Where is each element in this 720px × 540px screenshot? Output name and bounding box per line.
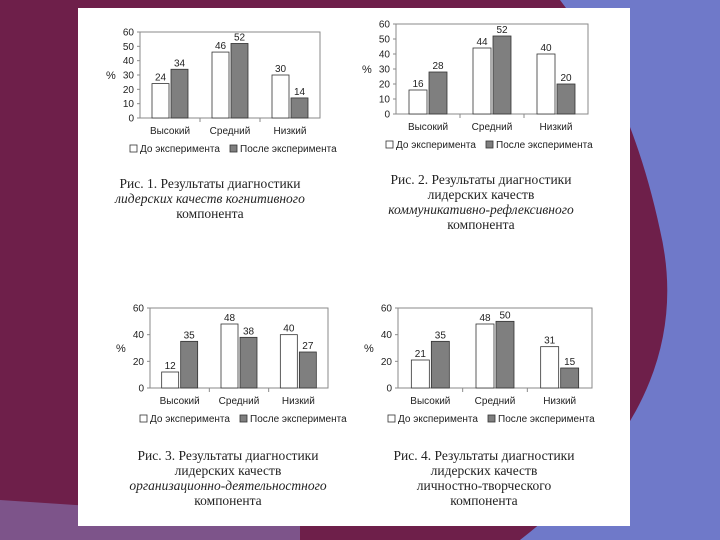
y-axis-label: % <box>364 343 374 355</box>
data-label: 44 <box>476 37 488 48</box>
x-tick-label: Низкий <box>273 126 307 137</box>
bar-before <box>221 324 238 388</box>
y-axis-label: % <box>362 64 372 76</box>
y-tick-label: 0 <box>384 109 390 121</box>
figure-2 <box>356 12 606 302</box>
legend-swatch-before <box>130 145 137 152</box>
y-tick-label: 0 <box>138 383 144 395</box>
legend-swatch-before <box>386 141 393 148</box>
bar-after <box>557 84 575 114</box>
legend-entry: После эксперимента <box>240 144 337 155</box>
legend-entry: До эксперимента <box>150 414 230 425</box>
legend-swatch-before <box>388 415 395 422</box>
data-label: 40 <box>540 43 552 54</box>
y-tick-label: 60 <box>378 19 390 31</box>
data-label: 48 <box>479 313 491 324</box>
y-tick-label: 40 <box>380 330 392 342</box>
y-tick-label: 40 <box>122 56 134 68</box>
document-page <box>78 8 630 526</box>
chart-2 <box>356 12 606 152</box>
y-axis-label: % <box>116 343 126 355</box>
x-tick-label: Высокий <box>407 122 449 133</box>
caption-line: лидерских качеств <box>427 187 535 202</box>
figure-caption <box>356 172 606 232</box>
caption-line: Рис. 4. Результаты диагностики <box>393 448 575 463</box>
y-tick-label: 20 <box>122 84 134 96</box>
legend-swatch-after <box>240 415 247 422</box>
data-label: 14 <box>293 86 306 98</box>
bar-after <box>493 36 511 114</box>
data-label: 35 <box>434 330 446 342</box>
y-tick-label: 30 <box>122 70 134 82</box>
chart-4 <box>364 296 604 436</box>
caption-line: компонента <box>447 217 515 232</box>
bar-before <box>541 347 559 388</box>
x-tick-label: Высокий <box>410 396 451 407</box>
data-label: 52 <box>233 32 246 44</box>
legend-swatch-after <box>230 145 237 152</box>
x-tick-label: Средний <box>471 122 513 133</box>
x-tick-label: Средний <box>474 396 516 407</box>
x-tick-label: Высокий <box>149 126 191 137</box>
data-label: 46 <box>214 41 227 53</box>
bar-after <box>291 98 308 118</box>
data-label: 20 <box>560 73 572 84</box>
bar-after <box>561 368 579 388</box>
figure-4 <box>364 296 604 526</box>
caption-line: коммуникативно-рефлексивного <box>388 202 574 217</box>
data-label: 30 <box>274 64 287 75</box>
data-label: 38 <box>242 326 255 338</box>
data-label: 48 <box>223 313 236 324</box>
y-axis-label: % <box>106 70 116 82</box>
figure-caption <box>90 176 330 221</box>
chart-1 <box>90 16 337 156</box>
bar-after <box>231 43 248 118</box>
x-tick-label: Высокий <box>159 396 200 407</box>
y-tick-label: 20 <box>380 356 392 368</box>
bar-before <box>411 360 429 388</box>
caption-line: компонента <box>176 206 244 221</box>
caption-line: Рис. 1. Результаты диагностики <box>119 176 301 191</box>
data-label: 21 <box>414 349 426 360</box>
figure-caption <box>364 448 604 508</box>
x-tick-label: Низкий <box>543 396 577 407</box>
caption-line: лидерских качеств <box>174 463 282 478</box>
bar-after <box>431 341 449 388</box>
bar-before <box>280 335 297 388</box>
y-tick-label: 60 <box>122 27 134 39</box>
legend-swatch-before <box>140 415 147 422</box>
data-label: 35 <box>183 330 195 342</box>
y-tick-label: 20 <box>132 356 144 368</box>
bar-before <box>476 324 494 388</box>
x-tick-label: Средний <box>209 126 251 137</box>
bar-before <box>409 90 427 114</box>
legend-entry: До эксперимента <box>140 144 220 155</box>
bar-before <box>473 48 491 114</box>
bar-after <box>181 341 198 388</box>
x-tick-label: Низкий <box>539 122 573 133</box>
bar-after <box>299 352 316 388</box>
y-tick-label: 50 <box>378 34 390 46</box>
bar-before <box>212 52 229 118</box>
caption-line: Рис. 2. Результаты диагностики <box>390 172 572 187</box>
legend-entry: До эксперимента <box>398 414 478 425</box>
data-label: 31 <box>544 335 556 347</box>
caption-line: организационно-деятельностного <box>129 478 327 493</box>
y-tick-label: 40 <box>378 49 390 61</box>
y-tick-label: 0 <box>128 113 134 125</box>
bar-before <box>537 54 555 114</box>
data-label: 12 <box>164 361 176 372</box>
y-tick-label: 10 <box>122 99 134 111</box>
caption-line: лидерских качеств <box>430 463 538 478</box>
y-tick-label: 20 <box>378 79 390 91</box>
figure-1 <box>90 16 337 306</box>
bar-after <box>240 337 257 388</box>
data-label: 28 <box>432 61 444 72</box>
bar-before <box>152 84 169 118</box>
y-tick-label: 40 <box>132 330 144 342</box>
data-label: 27 <box>302 341 314 352</box>
x-tick-label: Низкий <box>281 396 315 407</box>
y-tick-label: 60 <box>380 303 392 315</box>
legend-entry: После эксперимента <box>250 414 347 425</box>
x-tick-label: Средний <box>218 396 260 407</box>
legend-entry: После эксперимента <box>496 140 593 151</box>
legend-swatch-after <box>488 415 495 422</box>
legend-entry: До эксперимента <box>396 140 476 151</box>
bar-before <box>162 372 179 388</box>
figure-3 <box>108 296 348 526</box>
figure-caption <box>108 448 348 508</box>
bar-before <box>272 75 289 118</box>
data-label: 16 <box>412 79 424 90</box>
bar-after <box>171 69 188 118</box>
data-label: 40 <box>283 323 295 335</box>
y-tick-label: 50 <box>122 41 134 53</box>
chart-3 <box>108 296 348 436</box>
caption-line: компонента <box>194 493 262 508</box>
legend-swatch-after <box>486 141 493 148</box>
caption-line: лидерских качеств когнитивного <box>115 191 305 206</box>
caption-line: личностно-творческого <box>416 478 552 493</box>
data-label: 52 <box>496 25 508 36</box>
y-tick-label: 10 <box>378 94 390 106</box>
data-label: 50 <box>499 310 511 322</box>
caption-line: компонента <box>450 493 518 508</box>
legend-entry: После эксперимента <box>498 414 595 425</box>
y-tick-label: 30 <box>378 64 390 76</box>
caption-line: Рис. 3. Результаты диагностики <box>137 448 319 463</box>
bar-after <box>429 72 447 114</box>
data-label: 24 <box>154 72 167 84</box>
y-tick-label: 60 <box>132 303 144 315</box>
data-label: 34 <box>173 58 186 70</box>
data-label: 15 <box>564 357 576 368</box>
bar-after <box>496 321 514 388</box>
y-tick-label: 0 <box>386 383 392 395</box>
